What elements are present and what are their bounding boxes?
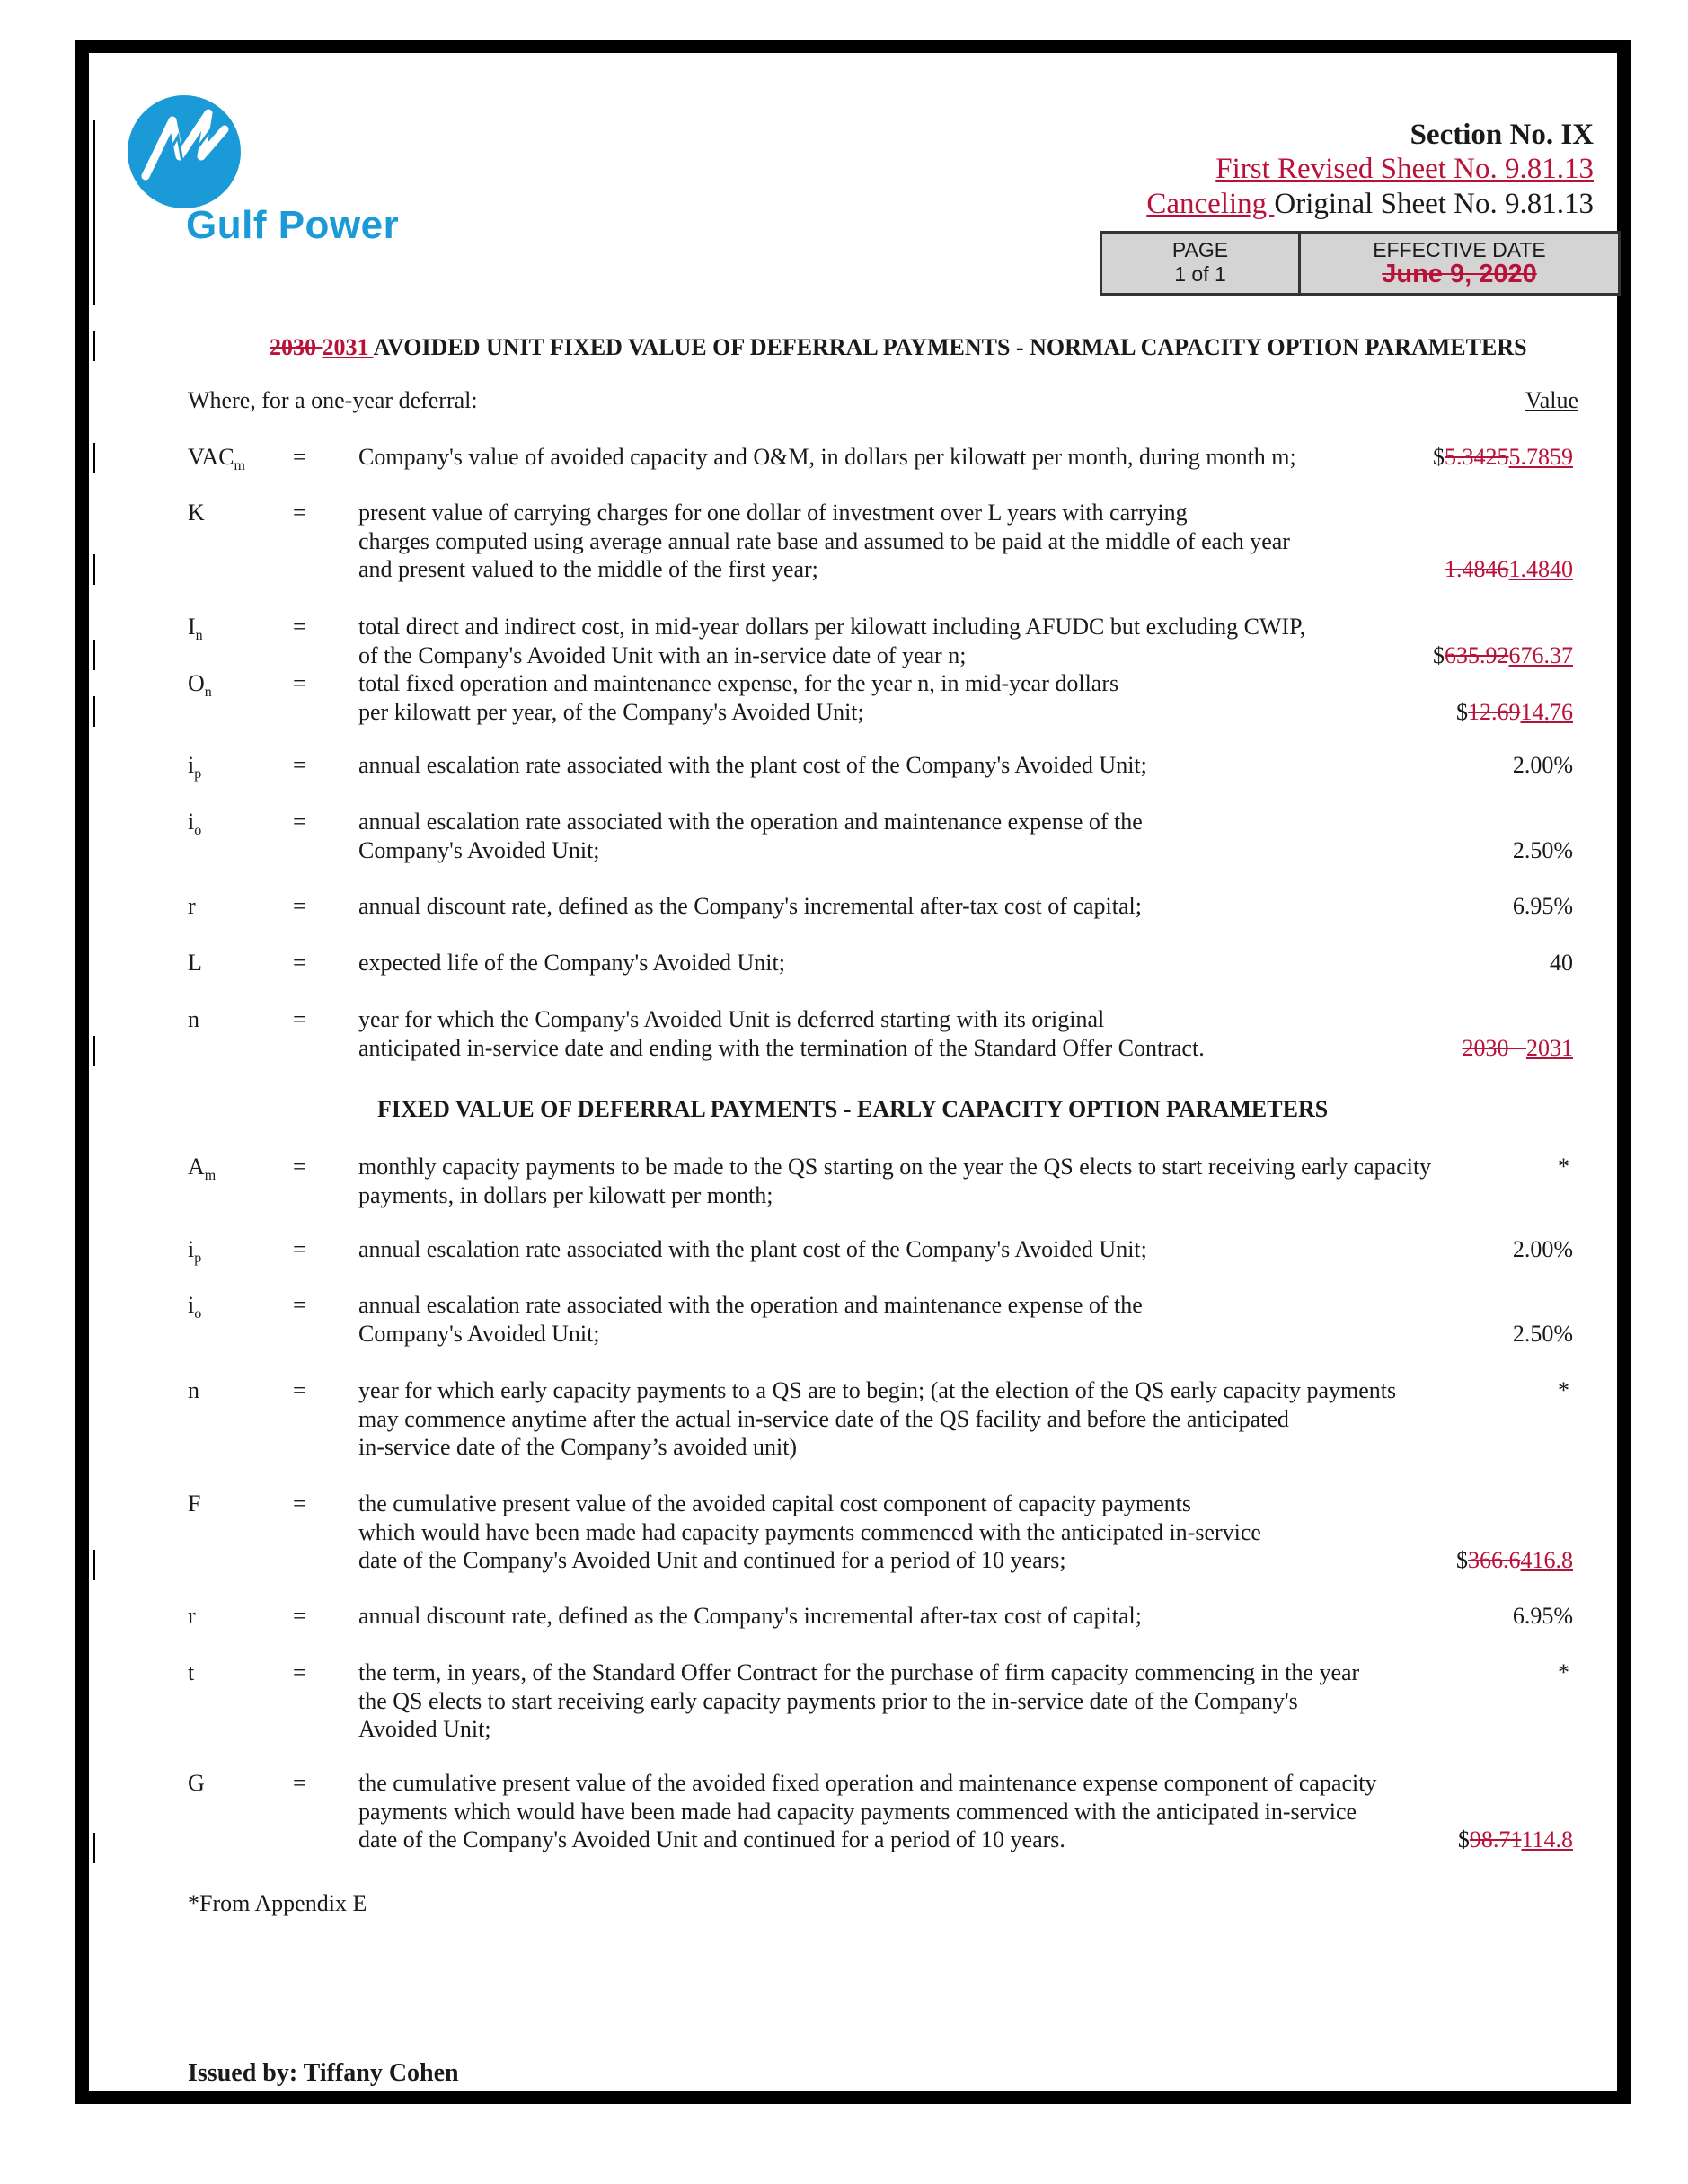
effective-cell (1301, 234, 1618, 293)
value-old: 12.69 (1468, 698, 1521, 725)
parameter-description (358, 1005, 1205, 1062)
parameter-value: * (1558, 1377, 1569, 1403)
change-bar (93, 331, 95, 361)
description-line: payments which would have been made had capacity payments commenced with the anticipated in-service (358, 1798, 1357, 1825)
footnote: *From Appendix E (188, 1890, 367, 1916)
title-text: AVOIDED UNIT FIXED VALUE OF DEFERRAL PAYMENTS - NORMAL CAPACITY OPTION PARAMETERS (373, 334, 1527, 360)
symbol-text: r (188, 1603, 196, 1629)
parameter-value: 6.95% (1512, 1603, 1573, 1629)
equals-sign: = (293, 1659, 306, 1685)
change-bar (93, 554, 95, 585)
equals-sign: = (293, 950, 306, 976)
equals-sign: = (293, 1236, 306, 1262)
gulf-power-logo-text: Gulf Power (186, 203, 400, 247)
symbol-text: i (188, 1292, 195, 1318)
symbol-subscript: p (194, 766, 202, 783)
value-new: 1.4840 (1508, 556, 1573, 582)
parameter-description (358, 892, 1142, 921)
symbol-text: i (188, 1236, 195, 1262)
description-line: Company's Avoided Unit; (358, 836, 600, 863)
description-line: total direct and indirect cost, in mid-year dollars per kilowatt including AFUDC but excluding CWIP, (358, 614, 1306, 640)
value-prefix: $ (1456, 1547, 1468, 1573)
parameter-description (358, 1235, 1147, 1264)
description-line: payments, in dollars per kilowatt per month; (358, 1181, 773, 1208)
parameter-value: 2.50% (1512, 836, 1573, 863)
description-line: year for which the Company's Avoided Unit is deferred starting with its original (358, 1006, 1105, 1032)
description-line: total fixed operation and maintenance expense, for the year n, in mid-year dollars (358, 670, 1119, 696)
symbol-text: I (188, 614, 196, 640)
symbol-text: K (188, 500, 205, 526)
page-effective-box (1100, 231, 1621, 296)
change-bar (93, 120, 95, 305)
page-value: 1 of 1 (1174, 262, 1226, 286)
description-line: per kilowatt per year, of the Company's Avoided Unit; (358, 698, 864, 725)
value-old: 5.3425 (1445, 444, 1509, 470)
parameter-symbol (188, 1658, 194, 1687)
symbol-subscript: m (234, 458, 245, 474)
symbol-subscript: o (194, 1306, 202, 1322)
description-line: annual escalation rate associated with the operation and maintenance expense of the (358, 809, 1143, 835)
description-line: date of the Company's Avoided Unit and continued for a period of 10 years; (358, 1547, 1066, 1573)
change-bar (93, 1036, 95, 1066)
parameter-description (358, 499, 1290, 584)
symbol-text: i (188, 809, 195, 835)
description-line: the term, in years, of the Standard Offer Contract for the purchase of firm capacity commencing in the year (358, 1659, 1360, 1685)
value-prefix: $ (1457, 1826, 1470, 1852)
parameter-symbol (188, 1291, 201, 1329)
parameter-description (358, 1602, 1142, 1631)
symbol-text: O (188, 670, 205, 696)
symbol-text: L (188, 950, 202, 976)
parameter-description (358, 443, 1296, 472)
parameter-description (358, 613, 1305, 669)
description-line: anticipated in-service date and ending with the termination of the Standard Offer Contract. (358, 1034, 1205, 1061)
symbol-subscript: n (204, 685, 212, 701)
description-line: monthly capacity payments to be made to the QS starting on the year the QS elects to start receiving early capacity (358, 1154, 1432, 1180)
value-old: 98.71 (1469, 1826, 1522, 1852)
parameter-symbol (188, 1153, 216, 1190)
value-prefix: $ (1433, 641, 1445, 668)
description-line: expected life of the Company's Avoided Unit; (358, 950, 785, 976)
value-new: 416.8 (1520, 1547, 1573, 1573)
parameter-symbol (188, 443, 245, 481)
description-line: date of the Company's Avoided Unit and continued for a period of 10 years. (358, 1826, 1065, 1852)
equals-sign: = (293, 444, 306, 470)
page-cell (1102, 234, 1301, 293)
parameter-symbol (188, 1376, 199, 1405)
symbol-text: r (188, 893, 196, 919)
description-line: may commence anytime after the actual in-service date of the QS facility and before the anticipated (358, 1405, 1289, 1432)
parameter-value: 40 (1550, 950, 1573, 976)
symbol-subscript: m (204, 1168, 217, 1184)
description-line: year for which early capacity payments to a QS are to begin; (at the election of the QS early capacity payments (358, 1377, 1397, 1403)
parameter-symbol (188, 1235, 201, 1273)
description-line: the cumulative present value of the avoided fixed operation and maintenance expense component of capacity (358, 1770, 1377, 1796)
equals-sign: = (293, 670, 306, 696)
description-line: of the Company's Avoided Unit with an in-service date of year n; (358, 641, 967, 668)
value-new: 2031 (1526, 1034, 1573, 1061)
parameter-value (1458, 1826, 1573, 1854)
parameter-description (358, 949, 785, 977)
parameter-symbol (188, 613, 203, 650)
parameter-value: 6.95% (1512, 893, 1573, 919)
parameter-symbol (188, 1769, 205, 1798)
description-line: the QS elects to start receiving early capacity payments prior to the in-service date of the Company's (358, 1687, 1298, 1714)
title-old-year: 2030 (270, 334, 323, 360)
canceling-line (1146, 188, 1594, 221)
parameter-symbol (188, 1602, 196, 1631)
parameter-value: 2.00% (1512, 752, 1573, 778)
equals-sign: = (293, 893, 306, 919)
symbol-subscript: n (195, 628, 203, 644)
description-line: and present valued to the middle of the first year; (358, 556, 818, 582)
parameter-value (1433, 443, 1573, 472)
equals-sign: = (293, 1603, 306, 1629)
symbol-text: G (188, 1770, 205, 1796)
description-line: annual escalation rate associated with the operation and maintenance expense of the (358, 1292, 1143, 1318)
description-line: annual discount rate, defined as the Company's incremental after-tax cost of capital; (358, 893, 1142, 919)
change-bar (93, 1833, 95, 1863)
change-bar (93, 443, 95, 473)
early-section-title: FIXED VALUE OF DEFERRAL PAYMENTS - EARLY CAPACITY OPTION PARAMETERS (377, 1096, 1329, 1122)
intro-text: Where, for a one-year deferral: (188, 387, 478, 413)
parameter-symbol (188, 669, 212, 707)
symbol-subscript: o (194, 823, 202, 839)
canceling-word: Canceling (1146, 188, 1275, 220)
change-bar (93, 1550, 95, 1580)
parameter-description (358, 1153, 1431, 1209)
change-bar (93, 696, 95, 727)
parameter-symbol (188, 1490, 200, 1518)
symbol-subscript: p (194, 1251, 202, 1267)
issued-by: Issued by: Tiffany Cohen (188, 2059, 459, 2087)
parameter-description (358, 1291, 1143, 1348)
change-bar (93, 640, 95, 670)
parameter-value (1445, 555, 1573, 584)
value-prefix: $ (1456, 698, 1468, 725)
equals-sign: = (293, 752, 306, 778)
description-line: charges computed using average annual rate base and assumed to be paid at the middle of each year (358, 527, 1290, 554)
equals-sign: = (293, 1770, 306, 1796)
equals-sign: = (293, 1006, 306, 1032)
value-old: 635.92 (1445, 641, 1509, 668)
value-old: 1.4846 (1445, 556, 1509, 582)
parameter-value: * (1558, 1154, 1569, 1180)
parameter-value: * (1558, 1659, 1569, 1685)
value-new: 114.8 (1521, 1826, 1573, 1852)
title-new-year: 2031 (322, 334, 374, 360)
value-old: 2030 (1462, 1034, 1509, 1061)
symbol-text: n (188, 1377, 199, 1403)
parameter-value (1456, 1546, 1573, 1575)
description-line: annual escalation rate associated with the plant cost of the Company's Avoided Unit; (358, 752, 1147, 778)
parameter-value: 2.00% (1512, 1236, 1573, 1262)
description-line: annual discount rate, defined as the Company's incremental after-tax cost of capital; (358, 1603, 1142, 1629)
parameter-description (358, 1376, 1396, 1462)
parameter-description (358, 669, 1118, 726)
parameter-value (1433, 641, 1573, 670)
equals-sign: = (293, 1377, 306, 1403)
original-sheet: Original Sheet No. 9.81.13 (1274, 188, 1594, 220)
parameter-value: 2.50% (1512, 1320, 1573, 1347)
symbol-text: A (188, 1154, 205, 1180)
description-line: present value of carrying charges for one dollar of investment over L years with carrying (358, 500, 1188, 526)
effective-label: EFFECTIVE DATE (1373, 238, 1546, 261)
symbol-text: VAC (188, 444, 234, 470)
page-label: PAGE (1171, 238, 1229, 261)
parameter-description (358, 808, 1143, 864)
parameter-description (358, 1769, 1376, 1854)
value-gap (1509, 1035, 1527, 1061)
parameter-value (1463, 1034, 1574, 1063)
revised-sheet: First Revised Sheet No. 9.81.13 (1215, 153, 1594, 185)
parameter-symbol (188, 808, 201, 845)
parameter-value (1456, 698, 1573, 727)
description-line: which would have been made had capacity payments commenced with the anticipated in-service (358, 1518, 1261, 1545)
symbol-text: n (188, 1006, 199, 1032)
parameter-symbol (188, 949, 202, 977)
parameter-description (358, 751, 1147, 780)
description-line: the cumulative present value of the avoided capital cost component of capacity payments (358, 1490, 1191, 1516)
value-new: 14.76 (1520, 698, 1573, 725)
description-line: Company's Avoided Unit; (358, 1320, 600, 1347)
equals-sign: = (293, 614, 306, 640)
gulf-power-logo-icon (126, 93, 243, 210)
value-header: Value (1525, 387, 1578, 413)
section-title (270, 334, 1527, 361)
parameter-symbol (188, 751, 201, 789)
value-old: 366.6 (1468, 1547, 1521, 1573)
gulf-power-logo (126, 93, 243, 215)
value-prefix: $ (1433, 444, 1445, 470)
description-line: Avoided Unit; (358, 1716, 491, 1742)
parameter-symbol (188, 499, 205, 527)
equals-sign: = (293, 1154, 306, 1180)
equals-sign: = (293, 500, 306, 526)
value-new: 5.7859 (1508, 444, 1573, 470)
symbol-text: i (188, 752, 195, 778)
parameter-symbol (188, 892, 196, 921)
parameter-description (358, 1490, 1261, 1575)
equals-sign: = (293, 809, 306, 835)
equals-sign: = (293, 1490, 306, 1516)
description-line: annual escalation rate associated with the plant cost of the Company's Avoided Unit; (358, 1236, 1147, 1262)
description-line: Company's value of avoided capacity and O&M, in dollars per kilowatt per month, during month m; (358, 444, 1296, 470)
section-number: Section No. IX (1410, 119, 1594, 151)
parameter-description (358, 1658, 1359, 1744)
symbol-text: F (188, 1490, 201, 1516)
value-new: 676.37 (1508, 641, 1573, 668)
parameter-symbol (188, 1005, 199, 1034)
symbol-text: t (188, 1659, 195, 1685)
description-line: in-service date of the Company’s avoided unit) (358, 1434, 798, 1460)
equals-sign: = (293, 1292, 306, 1318)
effective-date: June 9, 2020 (1382, 260, 1537, 288)
